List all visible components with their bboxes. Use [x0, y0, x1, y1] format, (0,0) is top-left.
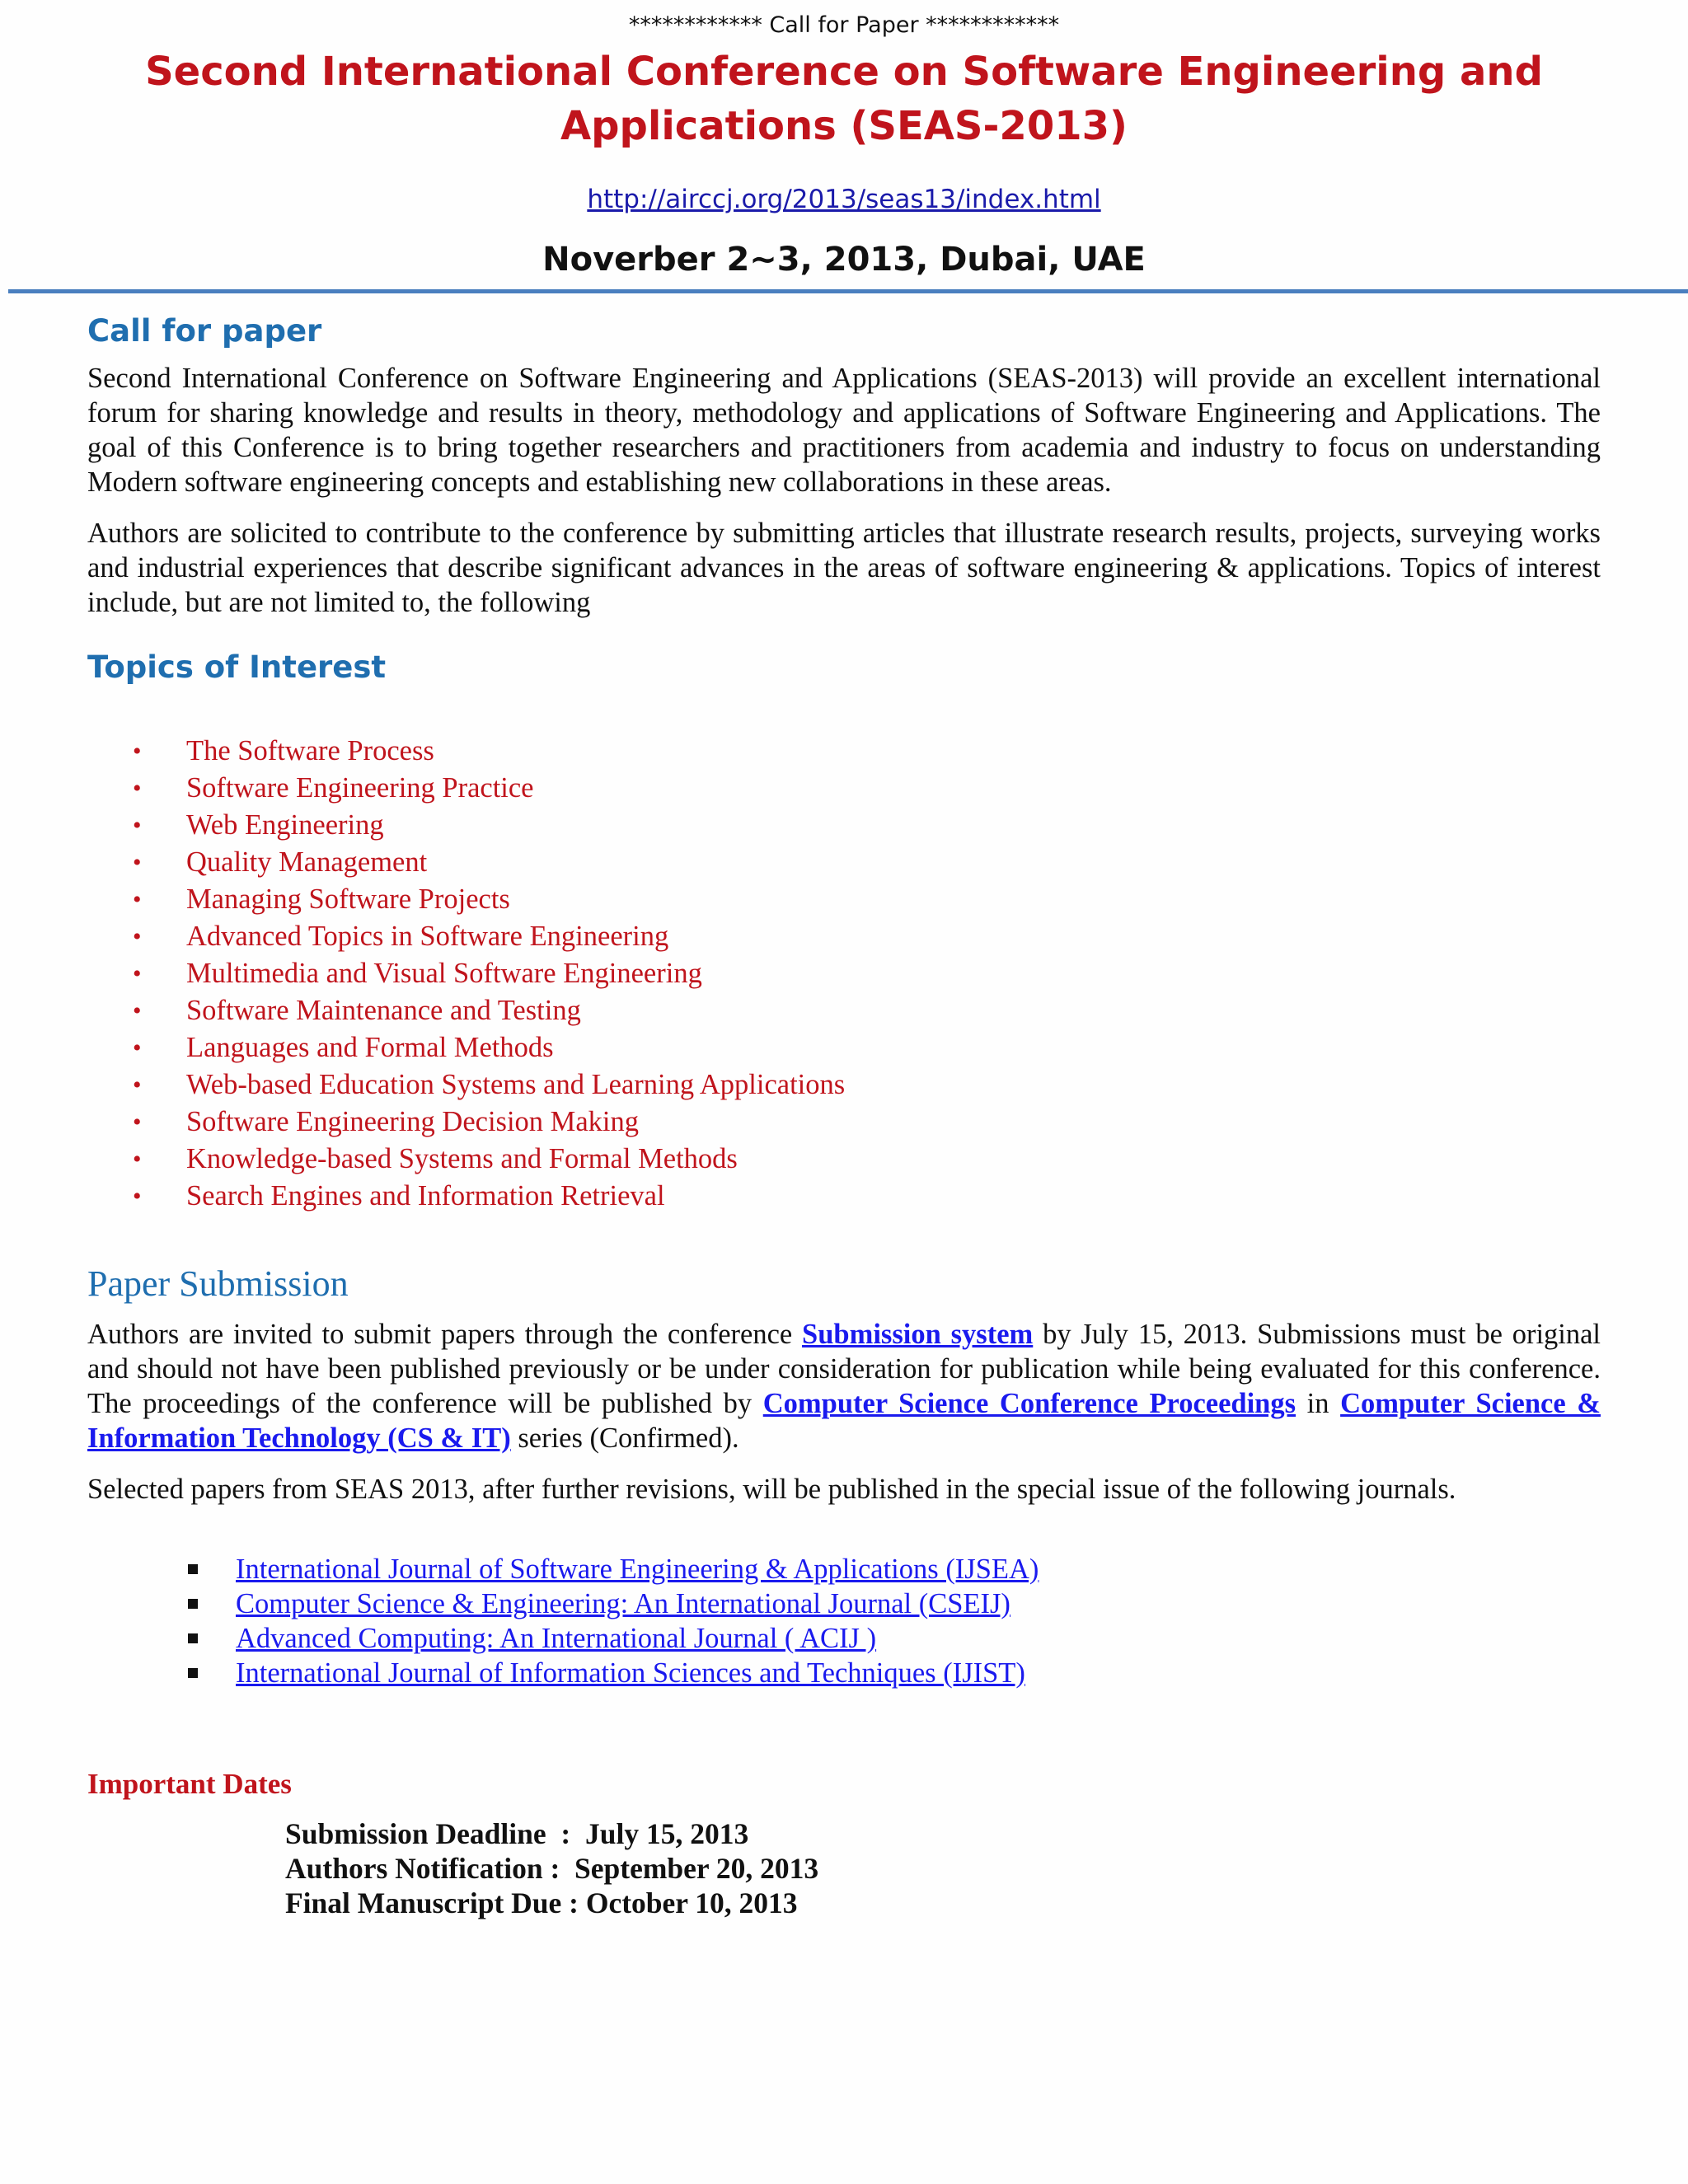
topic-label: Web-based Education Systems and Learning Applications	[186, 1069, 846, 1100]
journal-link[interactable]: International Journal of Software Engineering & Applications (IJSEA)	[236, 1554, 1039, 1585]
topic-label: Web Engineering	[186, 809, 384, 841]
call-for-paper-section	[87, 313, 1601, 620]
topic-label: Software Maintenance and Testing	[186, 995, 581, 1026]
topic-item	[87, 844, 1601, 881]
header-divider	[8, 289, 1688, 293]
submission-text-1: Authors are invited to submit papers through the conference	[87, 1319, 803, 1350]
conference-url-link[interactable]: http://airccj.org/2013/seas13/index.html	[587, 185, 1101, 214]
square-bullet-icon	[188, 1668, 198, 1678]
square-bullet-icon	[188, 1599, 198, 1609]
journal-link[interactable]: International Journal of Information Sciences and Techniques (IJIST)	[236, 1657, 1025, 1689]
topic-item	[87, 918, 1601, 955]
bullet-icon: •	[133, 1146, 142, 1173]
topic-label: Quality Management	[186, 846, 428, 878]
topic-item	[87, 770, 1601, 807]
topic-label: Managing Software Projects	[186, 883, 510, 915]
topic-label: Multimedia and Visual Software Engineering	[186, 958, 702, 989]
important-date-row: Final Manuscript Due : October 10, 2013	[285, 1886, 798, 1919]
bullet-icon: •	[133, 1071, 142, 1099]
submission-system-link[interactable]: Submission system	[802, 1319, 1034, 1350]
topic-item	[87, 955, 1601, 992]
topic-item	[87, 807, 1601, 844]
journals-list	[87, 1552, 1601, 1690]
csit-series-link[interactable]: Computer Science & Information Technology (CS & IT)	[87, 1388, 1601, 1454]
proceedings-link[interactable]: Computer Science Conference Proceedings	[762, 1388, 1296, 1419]
submission-text-4: series (Confirmed).	[510, 1422, 739, 1454]
topics-section	[87, 649, 1601, 686]
call-for-paper-heading: Call for paper	[87, 313, 322, 349]
topics-list	[87, 733, 1601, 1215]
topic-label: The Software Process	[186, 735, 434, 766]
square-bullet-icon	[188, 1633, 198, 1643]
bullet-icon: •	[133, 923, 142, 950]
journal-item	[87, 1621, 1601, 1656]
topics-list-container	[87, 733, 1601, 1215]
topic-item	[87, 1104, 1601, 1141]
topic-label: Software Engineering Practice	[186, 772, 534, 804]
topic-label: Software Engineering Decision Making	[186, 1106, 639, 1137]
journal-item	[87, 1656, 1601, 1690]
square-bullet-icon	[188, 1564, 198, 1574]
conference-date-location: Noverber 2~3, 2013, Dubai, UAE	[542, 241, 1146, 279]
solicit-paragraph: Authors are solicited to contribute to the conference by submitting articles that illustrate research results, projects, surveying works and industrial experiences that describe significant advances in the areas of software engineering & applications. Topics of interest include, but are not limited to, the following	[87, 518, 1601, 618]
bullet-icon: •	[133, 1034, 142, 1062]
submission-text-2: by July 15, 2013. Submissions must be original and should not have been published previously or be under consideration for publication while being evaluated for this conference. The proceedings of the conference will be published by	[87, 1319, 1601, 1419]
topic-item	[87, 992, 1601, 1029]
bullet-icon: •	[133, 849, 142, 876]
bullet-icon: •	[133, 886, 142, 913]
conference-title: Second International Conference on Software Engineering and Applications (SEAS-2013)	[145, 49, 1543, 149]
bullet-icon: •	[133, 1108, 142, 1136]
journal-link[interactable]: Computer Science & Engineering: An International Journal (CSEIJ)	[236, 1588, 1010, 1619]
topics-heading: Topics of Interest	[87, 649, 387, 685]
journals-list-container	[87, 1552, 1601, 1690]
bullet-icon: •	[133, 997, 142, 1024]
important-dates-list	[285, 1816, 1601, 1920]
topic-label: Search Engines and Information Retrieval	[186, 1180, 665, 1212]
topic-item	[87, 881, 1601, 918]
journal-link[interactable]: Advanced Computing: An International Journal ( ACIJ )	[236, 1623, 877, 1654]
selected-papers-paragraph: Selected papers from SEAS 2013, after further revisions, will be published in the special issue of the following journals.	[87, 1474, 1456, 1505]
topic-label: Advanced Topics in Software Engineering	[186, 921, 669, 952]
topic-label: Knowledge-based Systems and Formal Methods	[186, 1143, 738, 1174]
submission-text-3: in	[1296, 1388, 1341, 1419]
conference-url	[0, 183, 1688, 216]
important-dates-heading: Important Dates	[87, 1768, 292, 1800]
bullet-icon: •	[133, 960, 142, 987]
bullet-icon: •	[133, 775, 142, 802]
topic-item	[87, 1141, 1601, 1178]
topic-item	[87, 733, 1601, 770]
call-for-paper-banner: ************ Call for Paper ************	[628, 12, 1060, 38]
topic-item	[87, 1178, 1601, 1215]
important-date-row: Submission Deadline : July 15, 2013	[285, 1817, 749, 1850]
journal-item	[87, 1552, 1601, 1586]
bullet-icon: •	[133, 1183, 142, 1210]
topic-item	[87, 1029, 1601, 1066]
topic-label: Languages and Formal Methods	[186, 1032, 554, 1063]
bullet-icon: •	[133, 738, 142, 765]
topic-item	[87, 1066, 1601, 1104]
submission-section	[87, 1263, 1601, 1507]
bullet-icon: •	[133, 812, 142, 839]
journal-item	[87, 1586, 1601, 1621]
important-dates-section	[87, 1767, 1601, 1920]
submission-heading: Paper Submission	[87, 1263, 349, 1304]
submission-paragraph	[87, 1317, 1601, 1455]
intro-paragraph: Second International Conference on Software Engineering and Applications (SEAS-2013) will provide an excellent international forum for sharing knowledge and results in theory, methodology and applications of Software Engineering and Applications. The goal of this Conference is to bring together researchers and practitioners from academia and industry to focus on understanding Modern software engineering concepts and establishing new collaborations in these areas.	[87, 363, 1601, 498]
important-date-row: Authors Notification : September 20, 2013	[285, 1852, 819, 1885]
